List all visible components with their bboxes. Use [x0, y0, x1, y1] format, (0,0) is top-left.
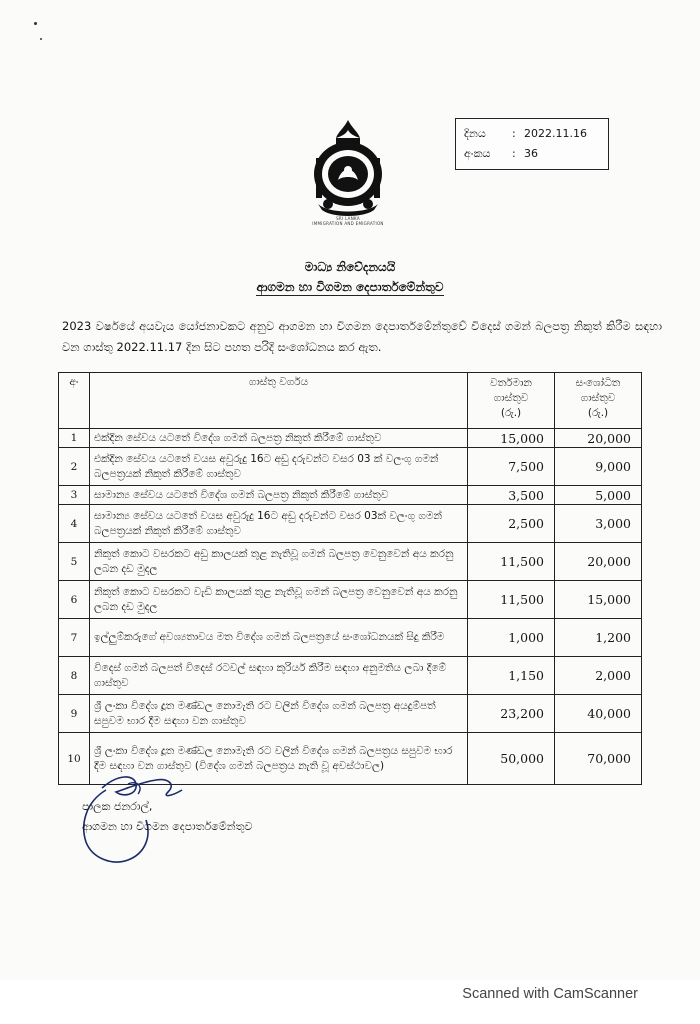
- header-current-l2: ගාස්තුව: [493, 392, 529, 404]
- row-current-fee: 15,000: [468, 429, 555, 448]
- row-revised-fee: 9,000: [555, 448, 642, 486]
- row-description: විදෙස් ගමන් බලපත් විදෙස් රටවල් සඳහා කුරියර් කිරීම සඳහා අනුමතිය ලබා දීමේ ගාස්තුව: [90, 657, 468, 695]
- header-current-fee: [468, 373, 555, 429]
- date-row: [464, 127, 587, 141]
- table-row: [59, 695, 642, 733]
- row-description: නිකුත් කොට වසරකට අඩු කාලයක් තුළ නැතිවූ ගමන් බලපත්‍ර වෙනුවෙන් අය කරනු ලබන දඩ මුදල: [90, 543, 468, 581]
- press-release-title: මාධ්‍ය නිවේදනයයි: [304, 260, 396, 274]
- table-row: [59, 619, 642, 657]
- logo-caption: [298, 216, 398, 226]
- logo-caption-line1: SRI LANKA: [336, 216, 360, 221]
- department-title-text: ආගමන හා විගමන දෙපාර්තමේන්තුව: [256, 280, 444, 294]
- logo-caption-line2: IMMIGRATION AND EMIGRATION: [312, 221, 384, 226]
- number-row: [464, 147, 538, 161]
- row-description: ඉල්ලුම්කරුගේ අවශ්‍යතාවය මත විදේශ ගමන් බලපත්‍රයේ සංශෝධනයක් සිදු කිරීම: [90, 619, 468, 657]
- row-revised-fee: 40,000: [555, 695, 642, 733]
- header-revised-l3: (රු.): [587, 407, 609, 419]
- row-current-fee: 2,500: [468, 505, 555, 543]
- table-header-row: [59, 373, 642, 429]
- table-row: [59, 543, 642, 581]
- row-current-fee: 1,000: [468, 619, 555, 657]
- date-label: දිනය: [464, 127, 486, 140]
- row-current-fee: 50,000: [468, 733, 555, 785]
- row-number: 4: [59, 505, 90, 543]
- header-no: අං: [59, 373, 90, 429]
- signatory-department: ආගමන හා විගමන දෙපාර්තමේන්තුව: [82, 820, 253, 833]
- row-description: සාමාන්‍ය සේවය යටතේ වයස අවුරුදු 16ට අඩු දරුවන්ට වසර 03ක් වලංගු ගමන් බලපත්‍රයක් නිකුත් කිරීමේ ගාස්තුව: [90, 505, 468, 543]
- fee-table: [58, 372, 642, 785]
- row-description: එක්දින සේවය යටතේ විදේශ ගමන් බලපත්‍ර නිකුත් කිරීමේ ගාස්තුව: [90, 429, 468, 448]
- number-value: 36: [524, 147, 538, 160]
- header-revised-fee: [555, 373, 642, 429]
- row-current-fee: 7,500: [468, 448, 555, 486]
- table-row: [59, 657, 642, 695]
- row-number: 6: [59, 581, 90, 619]
- row-revised-fee: 1,200: [555, 619, 642, 657]
- reference-box: [455, 118, 609, 170]
- header-current-l3: (රු.): [500, 407, 522, 419]
- row-number: 1: [59, 429, 90, 448]
- row-number: 3: [59, 486, 90, 505]
- handwritten-signature: [72, 762, 212, 872]
- header-category: ගාස්තු වර්ගය: [90, 373, 468, 429]
- scan-speck: [34, 22, 37, 25]
- row-number: 9: [59, 695, 90, 733]
- scanner-watermark: Scanned with CamScanner: [462, 986, 638, 1002]
- row-number: 10: [59, 733, 90, 785]
- table-row: [59, 448, 642, 486]
- row-description: එක්දින සේවය යටතේ වයස අවුරුදු 16ට අඩු දරුවන්ට වසර 03 ක් වලංගු ගමන් බලපත්‍රයක් නිකුත් කිරීමේ ගාස්තුව: [90, 448, 468, 486]
- row-revised-fee: 3,000: [555, 505, 642, 543]
- row-current-fee: 3,500: [468, 486, 555, 505]
- row-number: 5: [59, 543, 90, 581]
- row-number: 2: [59, 448, 90, 486]
- row-revised-fee: 5,000: [555, 486, 642, 505]
- department-title: [0, 280, 700, 295]
- row-current-fee: 1,150: [468, 657, 555, 695]
- date-value: 2022.11.16: [524, 127, 587, 140]
- row-revised-fee: 2,000: [555, 657, 642, 695]
- row-current-fee: 23,200: [468, 695, 555, 733]
- row-revised-fee: 20,000: [555, 429, 642, 448]
- header-revised-l1: සංශෝධිත: [575, 377, 621, 389]
- row-number: 8: [59, 657, 90, 695]
- row-description: ශ්‍රී ලංකා විදේශ දූත මණ්ඩල නොමැති රට වලින් විදේශ ගමන් බලපත්‍රය සපුවම භාර දීම සඳහා වන ගාස්තුව (විදේශ ගමන් බලපත්‍රය නැති වූ අවස්ථාවල): [90, 733, 468, 785]
- header-current-l1: වර්තමාන: [490, 377, 532, 389]
- row-revised-fee: 15,000: [555, 581, 642, 619]
- scan-speck: [40, 38, 42, 40]
- intro-paragraph: 2023 වර්ෂයේ අයවැය යෝජනාවකට අනුව ආගමන හා විගමන දෙපාර්තමේන්තුවේ විදෙස් ගමන් බලපත්‍ර නිකුත් කිරීම සඳහා වන ගාස්තු 2022.11.17 දින සිට පහත පරිදි සංශෝධනය කර ඇත.: [62, 319, 662, 354]
- number-label: අංකය: [464, 147, 491, 160]
- row-description: සාමාන්‍ය සේවය යටතේ විදේශ ගමන් බලපත්‍ර නිකුත් කිරීමේ ගාස්තුව: [90, 486, 468, 505]
- row-revised-fee: 20,000: [555, 543, 642, 581]
- row-number: 7: [59, 619, 90, 657]
- row-description: නිකුත් කොට වසරකට වැඩි කාලයක් තුළ නැතිවූ ගමන් බලපත්‍ර වෙනුවෙන් අය කරනු ලබන දඩ මුදල: [90, 581, 468, 619]
- row-current-fee: 11,500: [468, 581, 555, 619]
- table-row: [59, 429, 642, 448]
- table-row: [59, 505, 642, 543]
- number-colon: :: [512, 147, 516, 160]
- row-description: ශ්‍රී ලංකා විදේශ දූත මණ්ඩල නොමැති රට වලින් විදේශ ගමන් බලපත්‍ර අයදුම්පත් සපුවම භාර දීම සඳහා වන ගාස්තුව: [90, 695, 468, 733]
- signatory-title: පාලක ජනරාල්,: [82, 800, 153, 813]
- table-row: [59, 486, 642, 505]
- row-revised-fee: 70,000: [555, 733, 642, 785]
- header-revised-l2: ගාස්තුව: [580, 392, 616, 404]
- table-row: [59, 581, 642, 619]
- date-colon: :: [512, 127, 516, 140]
- row-current-fee: 11,500: [468, 543, 555, 581]
